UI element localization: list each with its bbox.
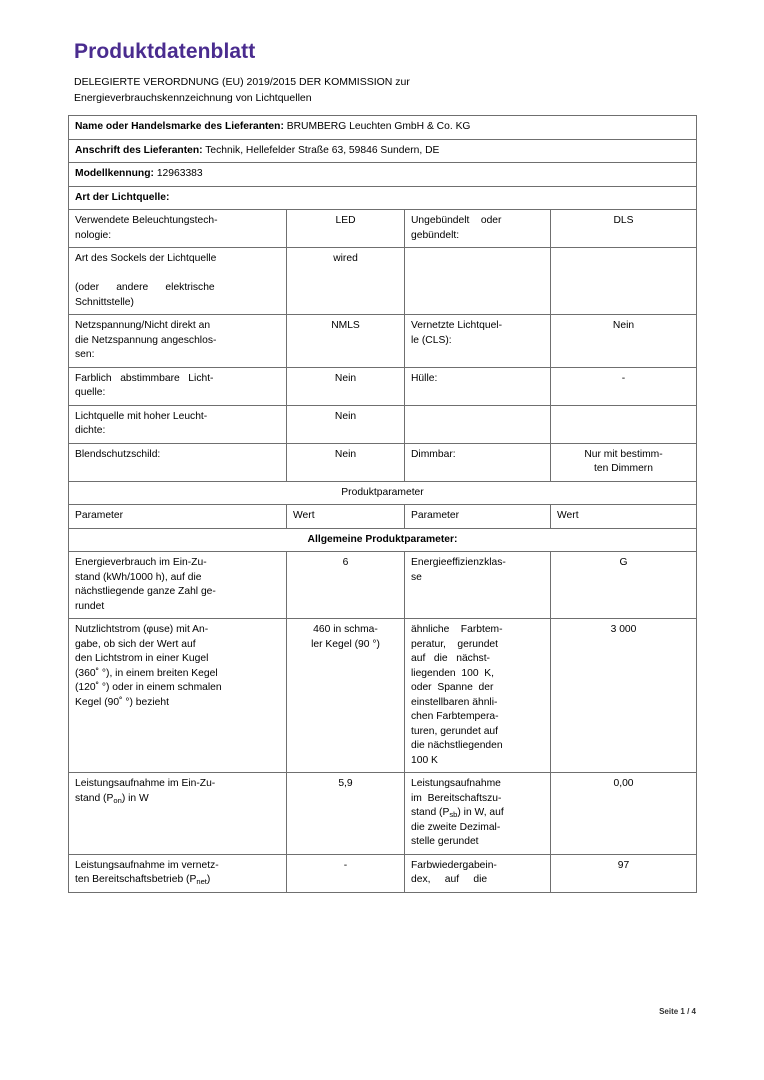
param-label2-2: Leistungsaufnahme im Bereitschaftszu- stand $(P_{sb})$ in W, auf die zweite Dezimal- stelle gerundet (405, 773, 551, 855)
param-header-col3: Parameter (405, 505, 551, 529)
light-source-label-3: Farblich abstimmbare Licht- quelle: (69, 367, 287, 405)
product-parameters-title: Produktparameter (69, 481, 697, 505)
light-source-value-1: wired (287, 248, 405, 315)
light-source-label-2: Netzspannung/Nicht direkt an die Netzspannung angeschlos- sen: (69, 315, 287, 368)
param-label-0: Energieverbrauch im Ein-Zu- stand (kWh/1000 h), auf die nächstliegende ganze Zahl ge- rundet (69, 552, 287, 619)
supplier-name-cell (69, 116, 697, 140)
model-cell (69, 163, 697, 187)
light-source-label-4: Lichtquelle mit hoher Leucht- dichte: (69, 405, 287, 443)
light-source-value2-5: Nur mit bestimm- ten Dimmern (551, 443, 697, 481)
param-header-col4: Wert (551, 505, 697, 529)
light-source-label-1: Art des Sockels der Lichtquelle (oder andere elektrische Schnittstelle) (69, 248, 287, 315)
table-row (69, 619, 697, 773)
model-value: 12963383 (156, 168, 203, 179)
param-label2-1: ähnliche Farbtem- peratur, gerundet auf die nächst- liegenden 100 K, oder Spanne der einstellbaren ähnli- chen Farbtempera- turen, gerundet auf die nächstliegenden 100 K (405, 619, 551, 773)
subtitle-line-2: Energieverbrauchskennzeichnung von Lichtquellen (74, 92, 312, 104)
supplier-address-label: Anschrift des Lieferanten: (75, 144, 203, 156)
table-row (69, 773, 697, 855)
table-row (69, 552, 697, 619)
light-source-value-2: NMLS (287, 315, 405, 368)
table-row (69, 854, 697, 892)
supplier-name-label: Name oder Handelsmarke des Lieferanten: (75, 121, 284, 132)
param-label2-0: Energieeffizienzklas- se (405, 552, 551, 619)
table-row (69, 139, 697, 163)
param-value2-1: 3 000 (551, 619, 697, 773)
table-row (69, 116, 697, 140)
param-value-1: 460 in schma- ler Kegel (90 °) (287, 619, 405, 773)
table-row (69, 163, 697, 187)
light-source-value2-4 (551, 405, 697, 443)
param-header-col2: Wert (287, 505, 405, 529)
table-row (69, 405, 697, 443)
param-label-2: Leistungsaufnahme im Ein-Zu- stand $(P_{on})$ in W (69, 773, 287, 855)
param-value2-2: 0,00 (551, 773, 697, 855)
document-content (68, 40, 696, 893)
light-source-section-title: Art der Lichtquelle: (69, 186, 697, 210)
table-row (69, 186, 697, 210)
param-label-1: Nutzlichtstrom (φuse) mit An- gabe, ob sich der Wert auf den Lichtstrom in einer Kugel (360˚ °), in einem breiten Kegel (120˚ °) oder in einem schmalen Kegel (90˚ °) bezieht (69, 619, 287, 773)
light-source-label2-5: Dimmbar: (405, 443, 551, 481)
supplier-name-value: BRUMBERG Leuchten GmbH & Co. KG (286, 121, 471, 132)
light-source-value-5: Nein (287, 443, 405, 481)
param-value-2: 5,9 (287, 773, 405, 855)
table-row (69, 210, 697, 248)
param-value-3: - (287, 854, 405, 892)
general-parameters-title: Allgemeine Produktparameter: (69, 528, 697, 552)
light-source-value2-2: Nein (551, 315, 697, 368)
param-value2-3: 97 (551, 854, 697, 892)
light-source-value2-3: - (551, 367, 697, 405)
light-source-label-5: Blendschutzschild: (69, 443, 287, 481)
product-datasheet-table (68, 115, 697, 893)
light-source-value2-0: DLS (551, 210, 697, 248)
light-source-label2-0: Ungebündelt oder gebündelt: (405, 210, 551, 248)
table-row (69, 248, 697, 315)
supplier-address-value: Technik, Hellefelder Straße 63, 59846 Sundern, DE (205, 144, 440, 156)
page-title: Produktdatenblatt (74, 40, 256, 63)
param-label2-3: Farbwiedergabein- dex, auf die (405, 854, 551, 892)
table-row (69, 505, 697, 529)
table-row (69, 481, 697, 505)
light-source-label2-4 (405, 405, 551, 443)
table-row (69, 315, 697, 368)
param-value-0: 6 (287, 552, 405, 619)
light-source-value-0: LED (287, 210, 405, 248)
table-row (69, 528, 697, 552)
table-row (69, 367, 697, 405)
page-footer: Seite 1 / 4 (659, 1007, 696, 1016)
param-value2-0: G (551, 552, 697, 619)
light-source-value2-1 (551, 248, 697, 315)
light-source-label2-3: Hülle: (405, 367, 551, 405)
param-header-col1: Parameter (69, 505, 287, 529)
document-subtitle (74, 74, 696, 106)
light-source-label2-2: Vernetzte Lichtquel- le (CLS): (405, 315, 551, 368)
supplier-address-cell (69, 139, 697, 163)
light-source-label-0: Verwendete Beleuchtungstech- nologie: (69, 210, 287, 248)
subtitle-line-1: DELEGIERTE VERORDNUNG (EU) 2019/2015 DER KOMMISSION zur (74, 76, 410, 88)
model-label: Modellkennung: (75, 168, 154, 179)
light-source-label2-1 (405, 248, 551, 315)
light-source-value-4: Nein (287, 405, 405, 443)
table-row (69, 443, 697, 481)
light-source-value-3: Nein (287, 367, 405, 405)
param-label-3: Leistungsaufnahme im vernetz- ten Bereitschaftsbetrieb $(P_{net})$ (69, 854, 287, 892)
